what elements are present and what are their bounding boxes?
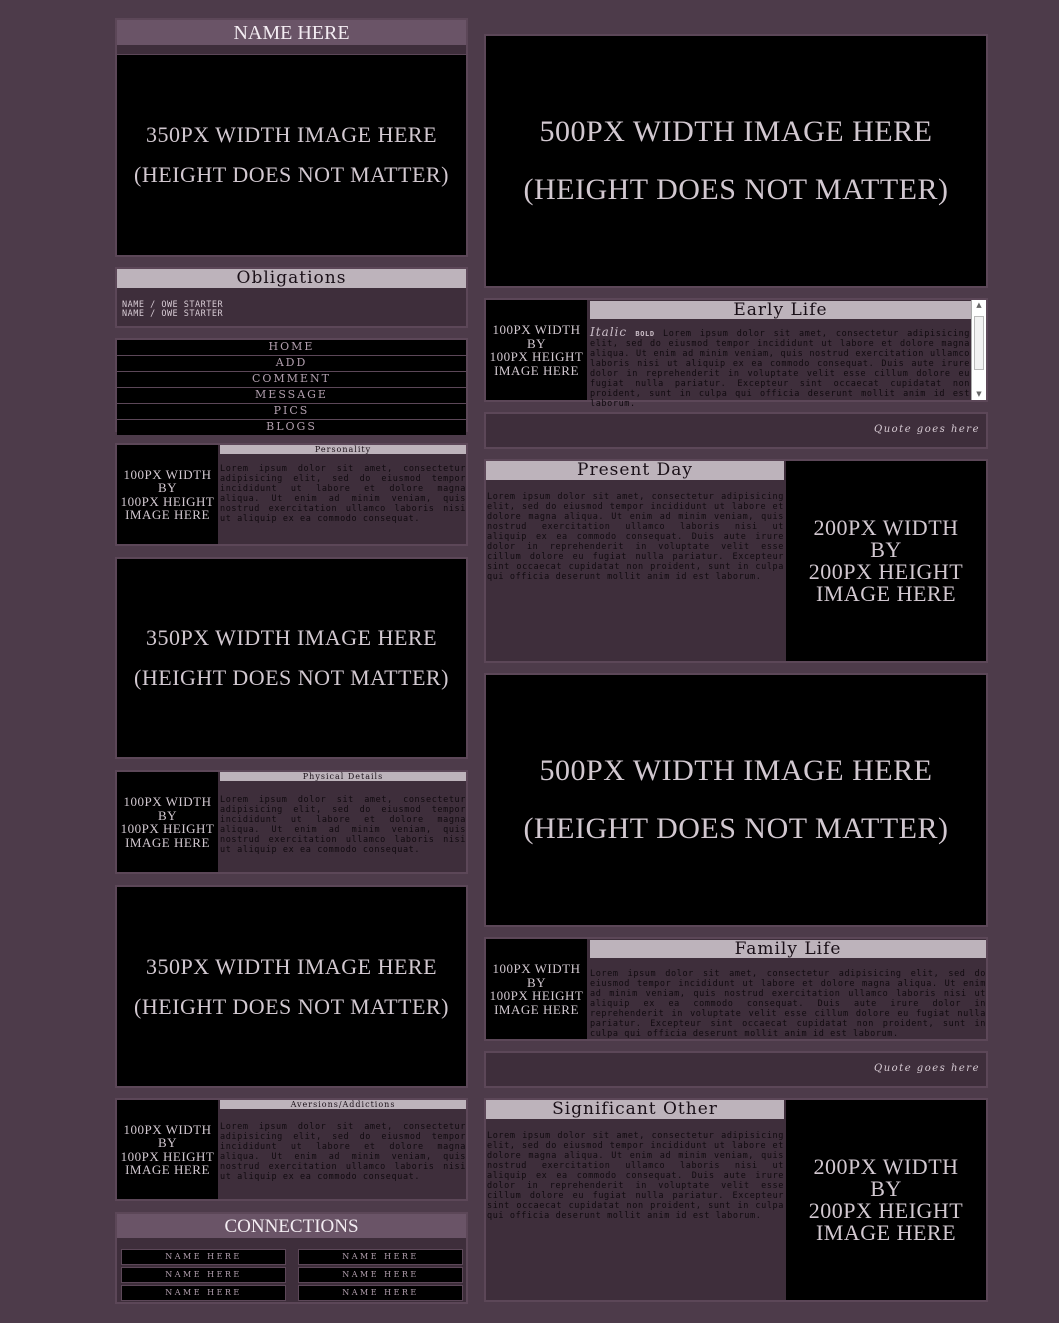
early-life-title: Early Life	[590, 301, 971, 319]
obligations-panel	[115, 267, 468, 328]
early-life-text[interactable]	[590, 325, 971, 409]
top-350-image	[115, 54, 468, 257]
significant-other-title: Significant Other	[486, 1100, 784, 1119]
nav-message[interactable]: MESSAGE	[117, 388, 466, 404]
physical-text: Lorem ipsum dolor sit amet, consectetur adipisicing elit, sed do eiusmod tempor incididunt ut labore et dolore magna aliqua. Ut enim ad minim veniam, quis nostrud exercitation ullamco laboris nisi ut aliquip ex ea commodo consequat.	[220, 795, 466, 855]
connection-item[interactable]: NAME HERE	[298, 1249, 463, 1265]
image-caption: 200PX HEIGHT	[808, 1198, 964, 1223]
image-caption: 100PX HEIGHT	[120, 1148, 215, 1164]
image-caption: 100PX WIDTH	[123, 466, 212, 482]
scroll-down-icon[interactable]: ▼	[976, 390, 982, 398]
mid-350-image	[115, 557, 468, 759]
image-caption: 500PX WIDTH IMAGE HERE	[539, 754, 933, 787]
top-500-image	[484, 34, 988, 288]
image-caption: 100PX WIDTH	[123, 794, 212, 809]
nav-blogs[interactable]: BLOGS	[117, 420, 466, 435]
family-life-image	[486, 939, 587, 1039]
image-caption: BY	[526, 974, 547, 990]
image-caption: 200PX WIDTH	[813, 1154, 959, 1179]
image-caption: 100PX HEIGHT	[120, 493, 215, 509]
early-life-scrollbar[interactable]	[971, 300, 986, 400]
connection-item[interactable]: NAME HERE	[121, 1249, 286, 1265]
image-caption: BY	[157, 1135, 178, 1150]
present-day-title: Present Day	[486, 461, 784, 480]
nav-add[interactable]: ADD	[117, 356, 466, 372]
image-caption: BY	[870, 1176, 902, 1201]
family-life-panel	[484, 937, 988, 1041]
family-life-text: Lorem ipsum dolor sit amet, consectetur adipisicing elit, sed do eiusmod tempor incididunt ut labore et dolore magna aliqua. Ut enim ad minim veniam, quis nostrud exercitation ullamco laboris nisi ut aliquip ex ea commodo consequat. Duis aute irure dolor in reprehenderit in voluptate velit esse cillum dolore eu fugiat nulla pariatur. Excepteur sint occaecat cupidatat non proident, sunt in culpa qui officia deserunt mollit anim id est laborum.	[590, 969, 986, 1039]
obligations-list	[117, 288, 466, 319]
scroll-thumb[interactable]	[974, 316, 984, 370]
image-caption: IMAGE HERE	[125, 507, 210, 522]
image-caption: (HEIGHT DOES NOT MATTER)	[134, 665, 449, 690]
image-caption: 200PX WIDTH	[813, 515, 959, 540]
aversions-image	[117, 1100, 218, 1199]
image-caption: BY	[157, 480, 178, 495]
early-life-panel	[484, 298, 988, 409]
quote-text: Quote goes here	[874, 424, 980, 435]
mid-500-image	[484, 673, 988, 927]
image-caption: IMAGE HERE	[494, 362, 579, 378]
image-caption: BY	[157, 807, 178, 823]
nav-comment[interactable]: COMMENT	[117, 372, 466, 388]
personality-panel	[115, 443, 468, 546]
present-day-panel	[484, 459, 988, 663]
image-caption: 100PX WIDTH	[492, 961, 581, 976]
present-day-image	[786, 461, 986, 661]
quote-text: Quote goes here	[874, 1063, 980, 1074]
obligation-item: NAME / OWE STARTER	[122, 309, 224, 319]
image-caption: 100PX HEIGHT	[489, 988, 584, 1003]
significant-other-text: Lorem ipsum dolor sit amet, consectetur adipisicing elit, sed do eiusmod tempor incididunt ut labore et dolore magna aliqua. Ut enim ad minim veniam, quis nostrud exercitation ullamco laboris nisi ut aliquip ex ea commodo consequat. Duis aute irure dolor in reprehenderit in voluptate velit esse cillum dolore eu fugiat nulla pariatur. Excepteur sint occaecat cupidatat non proident, sunt in culpa qui officia deserunt mollit anim id est laborum.	[487, 1131, 784, 1221]
image-caption: 100PX WIDTH	[123, 1121, 212, 1137]
connections-panel	[115, 1212, 468, 1304]
image-caption: IMAGE HERE	[815, 1220, 957, 1245]
image-caption: BY	[526, 335, 547, 351]
early-life-image	[486, 300, 587, 400]
personality-text: Lorem ipsum dolor sit amet, consectetur adipisicing elit, sed do eiusmod tempor incididunt ut labore et dolore magna aliqua. Ut enim ad minim veniam, quis nostrud exercitation ullamco laboris nisi ut aliquip ex ea commodo consequat.	[220, 464, 466, 524]
image-caption: 200PX HEIGHT	[808, 559, 964, 584]
image-caption: (HEIGHT DOES NOT MATTER)	[523, 812, 949, 845]
image-caption: IMAGE HERE	[494, 1001, 579, 1017]
image-caption: (HEIGHT DOES NOT MATTER)	[134, 993, 449, 1019]
image-caption: (HEIGHT DOES NOT MATTER)	[523, 173, 949, 206]
present-day-text: Lorem ipsum dolor sit amet, consectetur adipisicing elit, sed do eiusmod tempor incididunt ut labore et dolore magna aliqua. Ut enim ad minim veniam, quis nostrud exercitation ullamco laboris nisi ut aliquip ex ea commodo consequat. Duis aute irure dolor in reprehenderit in voluptate velit esse cillum dolore eu fugiat nulla pariatur. Excepteur sint occaecat cupidatat non proident, sunt in culpa qui officia deserunt mollit anim id est laborum.	[487, 492, 784, 582]
connection-item[interactable]: NAME HERE	[298, 1267, 463, 1283]
personality-title: Personality	[220, 445, 466, 454]
aversions-panel	[115, 1098, 468, 1201]
image-caption: 100PX HEIGHT	[489, 349, 584, 364]
image-caption: 350PX WIDTH IMAGE HERE	[145, 122, 438, 147]
image-caption: IMAGE HERE	[125, 1162, 210, 1177]
image-caption: IMAGE HERE	[125, 834, 210, 850]
image-caption: (HEIGHT DOES NOT MATTER)	[134, 162, 449, 187]
nav-pics[interactable]: PICS	[117, 404, 466, 420]
image-caption: 350PX WIDTH IMAGE HERE	[145, 953, 438, 979]
scroll-up-icon[interactable]: ▲	[976, 301, 982, 309]
low-350-image	[115, 885, 468, 1088]
aversions-title: Aversions/Addictions	[220, 1100, 466, 1109]
physical-title: Physical Details	[220, 772, 466, 781]
connections-title: CONNECTIONS	[117, 1214, 466, 1238]
image-caption: 100PX HEIGHT	[120, 821, 215, 836]
image-caption: 500PX WIDTH IMAGE HERE	[539, 115, 933, 148]
early-life-body: Lorem ipsum dolor sit amet, consectetur adipisicing elit, sed do eiusmod tempor incididunt ut labore et dolore magna aliqua. Ut enim ad minim veniam, quis nostrud exercitation ullamco laboris nisi ut aliquip ex ea commodo consequat. Duis aute irure dolor in reprehenderit in voluptate velit esse cillum dolore eu fugiat nulla pariatur. Excepteur sint occaecat cupidatat non proident, sunt in culpa qui officia deserunt mollit anim id est laborum.	[590, 329, 971, 409]
image-caption: IMAGE HERE	[815, 581, 957, 606]
personality-image	[117, 445, 218, 544]
nav-home[interactable]: HOME	[117, 340, 466, 356]
nav-menu	[115, 338, 468, 432]
obligation-item: NAME / OWE STARTER	[122, 300, 224, 310]
italic-sample: Italic	[590, 325, 628, 339]
connection-item[interactable]: NAME HERE	[121, 1267, 286, 1283]
quote-box	[484, 1051, 988, 1088]
physical-image	[117, 772, 218, 872]
name-header: NAME HERE	[115, 18, 468, 45]
connection-item[interactable]: NAME HERE	[298, 1285, 463, 1301]
bold-sample: BOLD	[635, 330, 655, 338]
significant-other-panel	[484, 1098, 988, 1302]
quote-box	[484, 412, 988, 449]
image-caption: 350PX WIDTH IMAGE HERE	[145, 625, 438, 650]
physical-panel	[115, 770, 468, 874]
image-caption: BY	[870, 537, 902, 562]
family-life-title: Family Life	[590, 940, 986, 958]
connection-item[interactable]: NAME HERE	[121, 1285, 286, 1301]
significant-other-image	[786, 1100, 986, 1300]
image-caption: 100PX WIDTH	[492, 322, 581, 337]
obligations-title: Obligations	[117, 269, 466, 288]
aversions-text: Lorem ipsum dolor sit amet, consectetur adipisicing elit, sed do eiusmod tempor incididunt ut labore et dolore magna aliqua. Ut enim ad minim veniam, quis nostrud exercitation ullamco laboris nisi ut aliquip ex ea commodo consequat.	[220, 1122, 466, 1182]
